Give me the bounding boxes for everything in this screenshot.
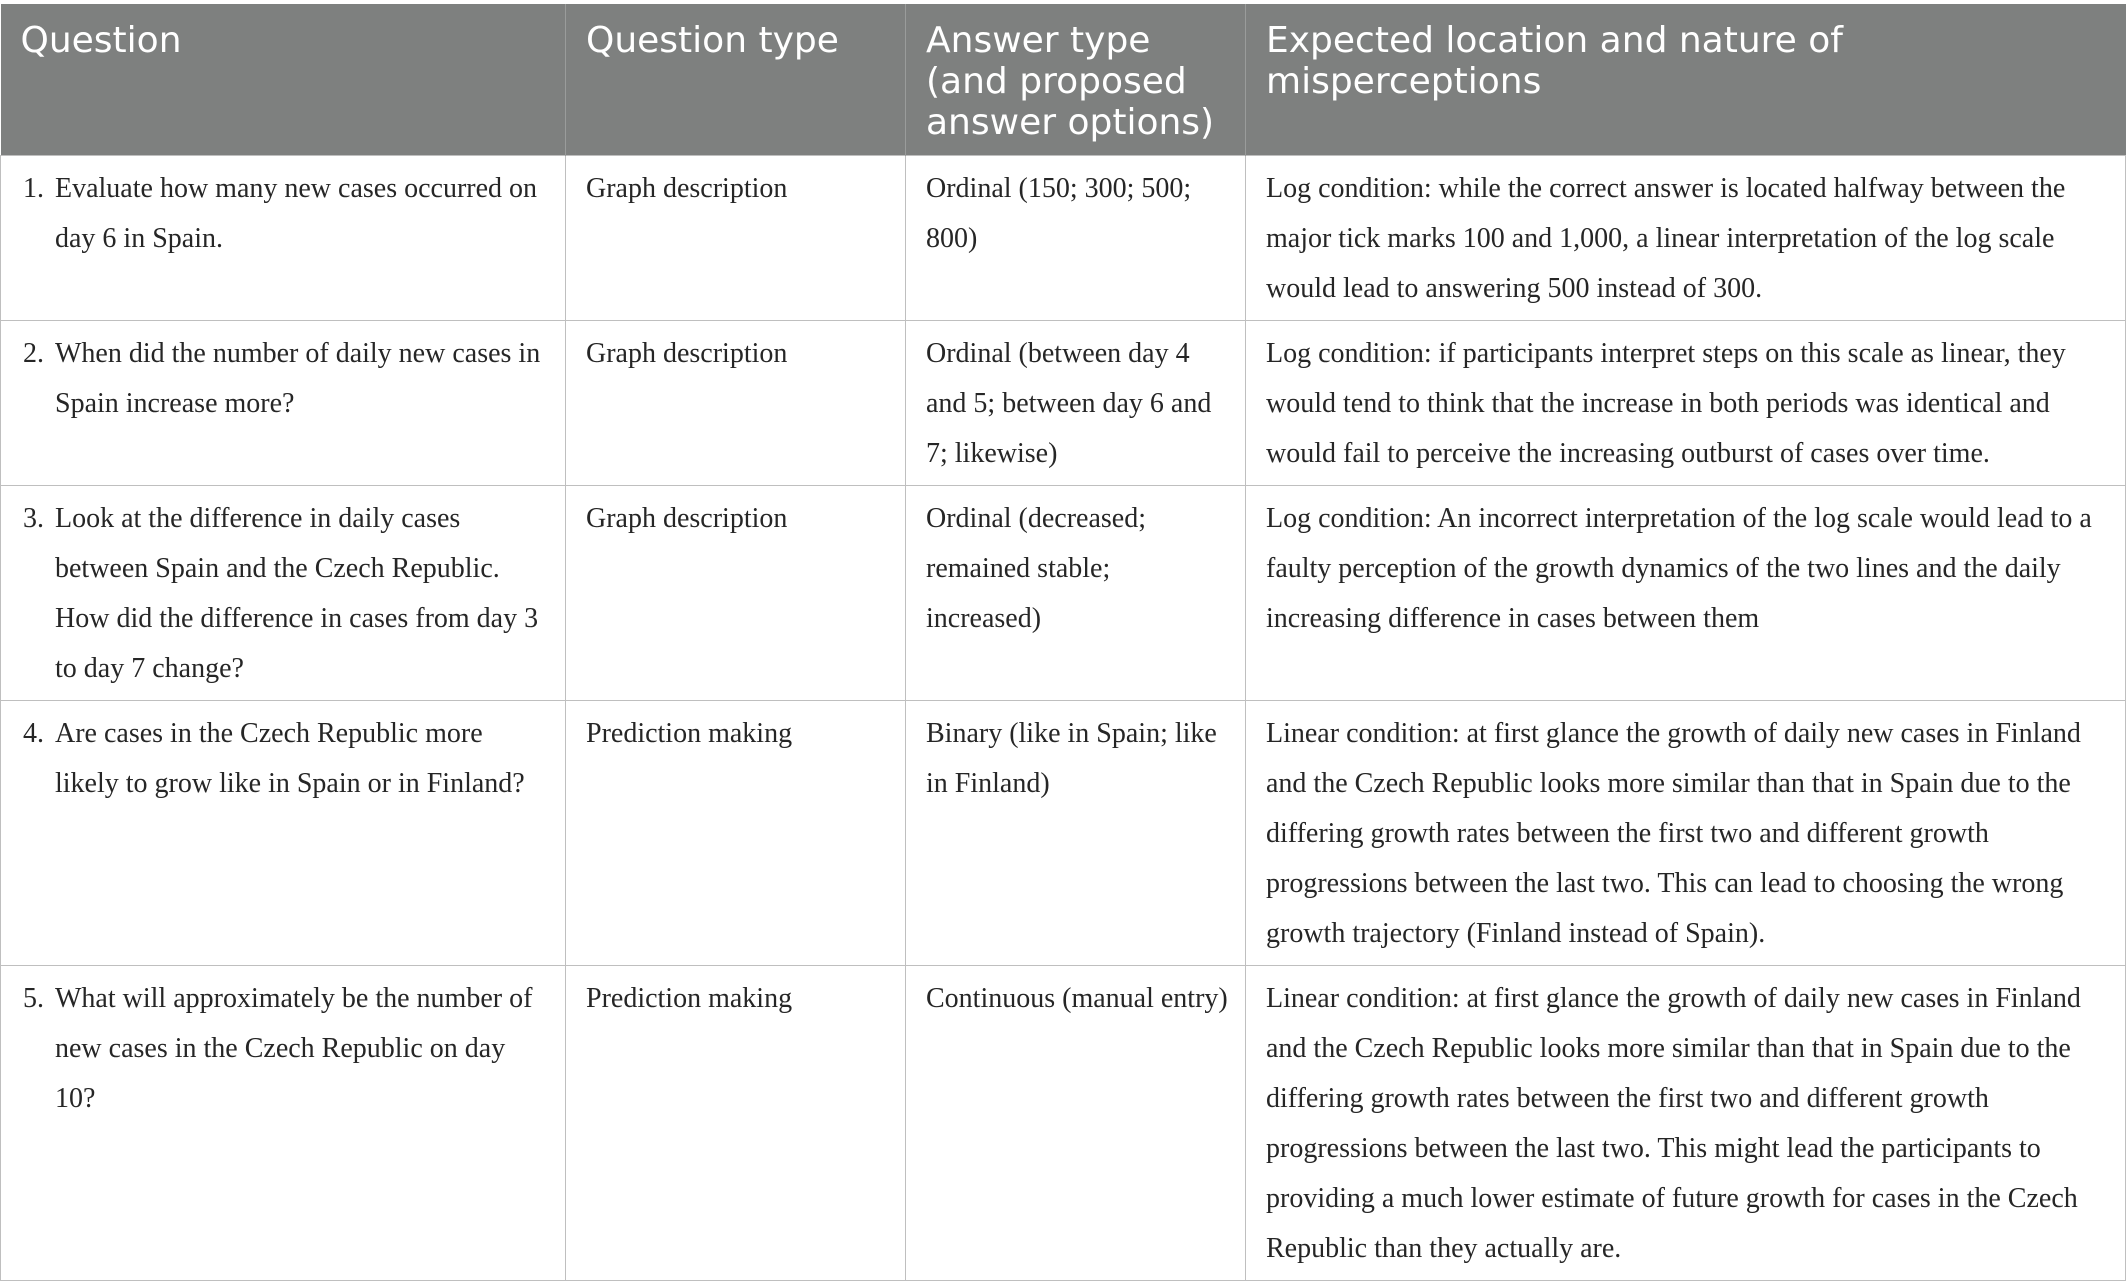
misperception-cell: Log condition: while the correct answer is located halfway between the major tick marks 100 and 1,000, a linear interpretation of the log scale would lead to answering 500 instead of 300.	[1246, 156, 2126, 321]
table-row	[1, 486, 2126, 701]
answer-type-cell: Ordinal (150; 300; 500; 800)	[906, 156, 1246, 321]
question-text: Evaluate how many new cases occurred on day 6 in Spain.	[55, 173, 538, 254]
questions-table-container	[0, 4, 2125, 1281]
question-cell	[1, 701, 566, 966]
question-text: Look at the difference in daily cases between Spain and the Czech Republic. How did the difference in cases from day 3 to day 7 change?	[55, 503, 539, 684]
question-type-cell: Prediction making	[566, 966, 906, 1281]
question-type-cell: Graph description	[566, 321, 906, 486]
answer-type-cell: Continuous (manual entry)	[906, 966, 1246, 1281]
header-row	[1, 4, 2126, 156]
header-question-type: Question type	[566, 4, 906, 156]
question-number: 5.	[23, 983, 44, 1014]
question-cell	[1, 156, 566, 321]
question-type-cell: Graph description	[566, 486, 906, 701]
table-row	[1, 321, 2126, 486]
table-row	[1, 701, 2126, 966]
table-header	[1, 4, 2126, 156]
question-cell	[1, 966, 566, 1281]
question-number: 4.	[23, 718, 44, 749]
header-misperceptions: Expected location and nature of misperceptions	[1246, 4, 2126, 156]
questions-table	[0, 4, 2126, 1281]
header-answer-type: Answer type (and proposed answer options)	[906, 4, 1246, 156]
answer-type-cell: Ordinal (between day 4 and 5; between day 6 and 7; likewise)	[906, 321, 1246, 486]
question-cell	[1, 321, 566, 486]
question-text: When did the number of daily new cases in Spain increase more?	[55, 338, 541, 419]
question-type-cell: Prediction making	[566, 701, 906, 966]
question-cell	[1, 486, 566, 701]
header-question: Question	[1, 4, 566, 156]
misperception-cell: Log condition: if participants interpret steps on this scale as linear, they would tend to think that the increase in both periods was identical and would fail to perceive the increasing outburst of cases over time.	[1246, 321, 2126, 486]
misperception-cell: Log condition: An incorrect interpretation of the log scale would lead to a faulty perception of the growth dynamics of the two lines and the daily increasing difference in cases between them	[1246, 486, 2126, 701]
misperception-cell: Linear condition: at first glance the growth of daily new cases in Finland and the Czech Republic looks more similar than that in Spain due to the differing growth rates between the first two and different growth progressions between the last two. This can lead to choosing the wrong growth trajectory (Finland instead of Spain).	[1246, 701, 2126, 966]
answer-type-cell: Ordinal (decreased; remained stable; increased)	[906, 486, 1246, 701]
question-text: What will approximately be the number of new cases in the Czech Republic on day 10?	[55, 983, 533, 1114]
table-body	[1, 156, 2126, 1281]
answer-type-cell: Binary (like in Spain; like in Finland)	[906, 701, 1246, 966]
question-text: Are cases in the Czech Republic more likely to grow like in Spain or in Finland?	[55, 718, 525, 799]
question-number: 2.	[23, 338, 44, 369]
misperception-cell: Linear condition: at first glance the growth of daily new cases in Finland and the Czech Republic looks more similar than that in Spain due to the differing growth rates between the first two and different growth progressions between the last two. This might lead the participants to providing a much lower estimate of future growth for cases in the Czech Republic than they actually are.	[1246, 966, 2126, 1281]
table-row	[1, 156, 2126, 321]
question-number: 3.	[23, 503, 44, 534]
question-type-cell: Graph description	[566, 156, 906, 321]
table-row	[1, 966, 2126, 1281]
question-number: 1.	[23, 173, 44, 204]
